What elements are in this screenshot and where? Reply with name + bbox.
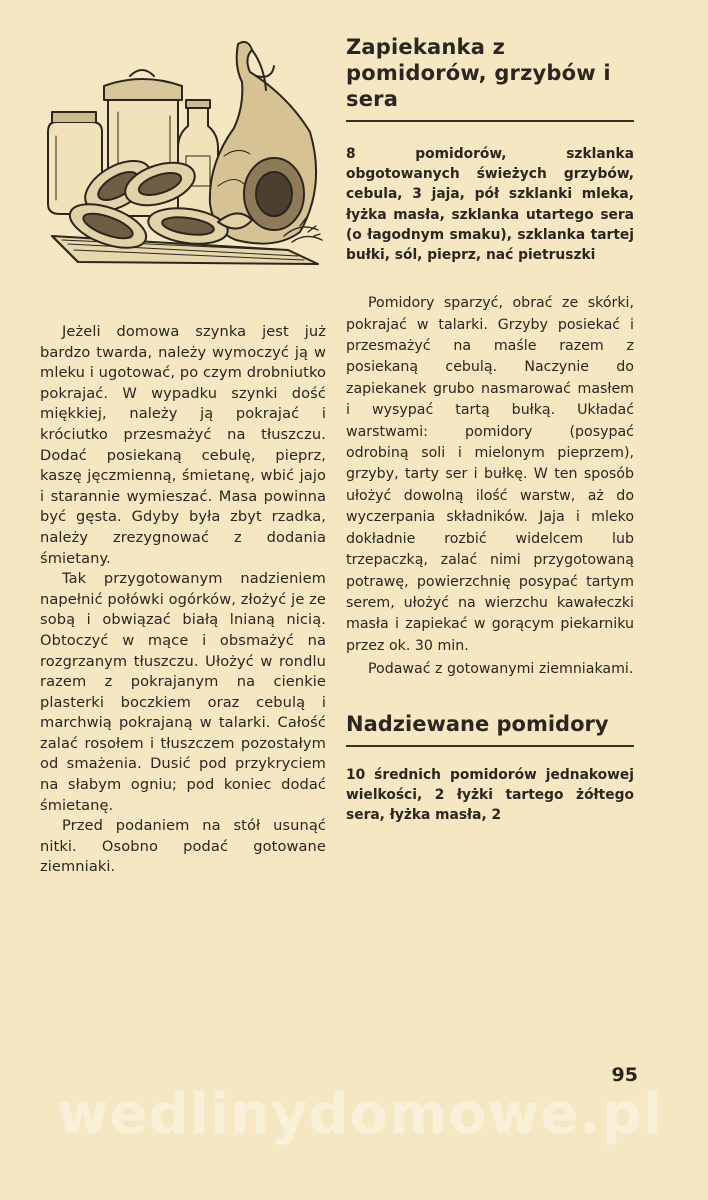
title-rule-2 xyxy=(346,745,634,747)
ingredients-nadziewane-pomidory: 10 średnich pomidorów jednakowej wielkości, 2 łyżki tartego żółtego sera, łyżka masła, 2 xyxy=(346,766,634,823)
left-paragraph-3: Przed podaniem na stół usunąć nitki. Osobno podać gotowane ziemniaki. xyxy=(40,817,326,876)
watermark: wedlinydomowe.pl xyxy=(56,1082,664,1147)
right-column xyxy=(346,34,634,825)
recipe-title-nadziewane-pomidory: Nadziewane pomidory xyxy=(346,711,609,736)
left-paragraph-1: Jeżeli domowa szynka jest już bardzo twarda, należy wymoczyć ją w mleku i ugotować, po czym drobniutko pokrajać. W wypadku szynki dość miękkiej, należy ją pokrajać i króciutko przesmażyć na tłuszczu. Dodać posiekaną cebulę, pieprz, kaszę jęczmienną, śmietanę, wbić jajo i starannie wymieszać. Masa powinna być gęsta. Gdyby była zbyt rzadka, należy zrezygnować z dodania śmietany. xyxy=(40,323,326,567)
serving-note: Podawać z gotowanymi ziemniakami. xyxy=(368,661,634,678)
left-paragraph-2: Tak przygotowanym nadzieniem napełnić połówki ogórków, złożyć je ze sobą i obwiązać białą lnianą nicią. Obtoczyć w mące i obsmażyć na rozgrzanym tłuszczu. Ułożyć w rondlu razem z pokrajanym na cienkie plasterki boczkiem oraz cebulą i marchwią pokrajaną w talarki. Całość zalać rosołem i tłuszczem pozostałym od smażenia. Dusić pod przykryciem na słabym ogniu; pod koniec dodać śmietanę. xyxy=(40,570,326,814)
method-zapiekanka: Pomidory sparzyć, obrać ze skórki, pokrajać w talarki. Grzyby posiekać i przesmażyć na maśle razem z posiekaną cebulą. Naczynie do zapiekanek grubo nasmarować masłem i wysypać tartą bułką. Układać warstwami: pomidory (posypać odrobiną soli i mielonym pieprzem), grzyby, tarty ser i bułkę. W ten sposób ułożyć dowolną ilość warstw, aż do wyczerpania składników. Jaja i mleko dokładnie rozbić widelcem lub trzepaczką, zalać nimi przygotowaną potrawę, powierzchnię posypać tartym serem, ułożyć na wierzchu kawałeczki masła i zapiekać w gorącym piekarniku przez ok. 30 min. xyxy=(346,295,634,654)
recipe-title-zapiekanka: Zapiekanka z pomidorów, grzybów i sera xyxy=(346,35,611,111)
left-column-text xyxy=(40,322,326,878)
food-illustration xyxy=(38,36,324,272)
page-number: 95 xyxy=(611,1064,638,1086)
title-rule xyxy=(346,120,634,122)
ingredients-zapiekanka: 8 pomidorów, szklanka obgotowanych świeżych grzybów, cebula, 3 jaja, pół szklanki mleka, łyżka masła, szklanka utartego sera (o łagodnym smaku), szklanka tartej bułki, sól, pieprz, nać pietruszki xyxy=(346,146,634,264)
